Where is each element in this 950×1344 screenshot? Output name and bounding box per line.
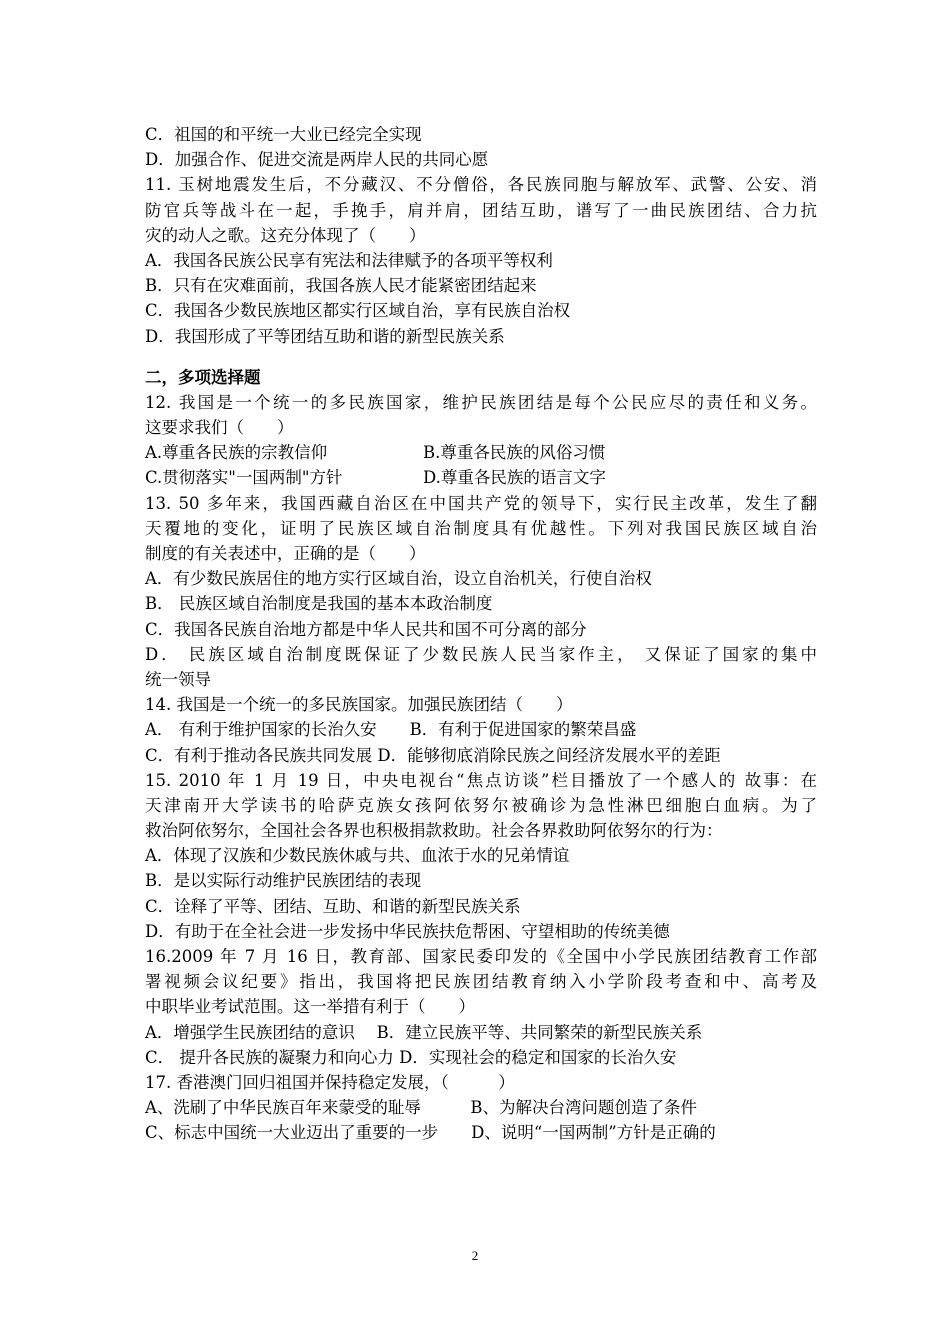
question-12-text: 这要求我们（ ）	[145, 418, 294, 438]
option-d-prev: D．加强合作、促进交流是两岸人民的共同心愿	[145, 150, 489, 170]
question-12-option-d: D.尊重各民族的语言文字	[423, 468, 606, 488]
question-16-text: 中职毕业考试范围。这一举措有利于（ ）	[145, 997, 475, 1017]
question-13-option-b: B． 民族区域自治制度是我国的基本本政治制度	[145, 594, 493, 614]
question-11-option-a: A．我国各民族公民享有宪法和法律赋予的各项平等权利	[145, 250, 553, 270]
question-15-option-a: A．体现了汉族和少数民族休戚与共、血浓于水的兄弟情谊	[145, 846, 570, 866]
question-15-text: 15. 2010 年 1 月 19 日，中央电视台“焦点访谈”栏目播放了一个感人的 故事：在	[145, 770, 817, 790]
question-14-options-ab: A． 有利于维护国家的长治久安 B．有利于促进国家的繁荣昌盛	[145, 720, 637, 740]
question-14-options-cd: C．有利于推动各民族共同发展 D．能够彻底消除民族之间经济发展水平的差距	[145, 745, 721, 765]
question-11-option-d: D．我国形成了平等团结互助和谐的新型民族关系	[145, 326, 505, 346]
question-13-option-d: D． 民族区域自治制度既保证了少数民族人民当家作主， 又保证了国家的集中	[145, 644, 817, 664]
question-12-options-row	[145, 465, 817, 490]
question-13-option-a: A．有少数民族居住的地方实行区域自治，设立自治机关，行使自治权	[145, 569, 652, 589]
question-13-text: 天覆地的变化，证明了民族区域自治制度具有优越性。下列对我国民族区域自治	[145, 518, 817, 538]
question-15-text: 天津南开大学读书的哈萨克族女孩阿依努尔被确诊为急性淋巴细胞白血病。为了	[145, 795, 817, 815]
question-15-option-b: B．是以实际行动维护民族团结的表现	[145, 871, 422, 891]
question-13-text: 13. 50 多年来，我国西藏自治区在中国共产党的领导下，实行民主改革，发生了翻	[145, 493, 817, 513]
question-17-text: 17. 香港澳门回归祖国并保持稳定发展，（ ）	[145, 1072, 515, 1092]
question-13-text: 制度的有关表述中，正确的是（ ）	[145, 544, 426, 563]
page-number: 2	[471, 1248, 479, 1263]
question-16-options-ab: A．增强学生民族团结的意识 B．建立民族平等、共同繁荣的新型民族关系	[145, 1022, 703, 1042]
question-12-option-b: B.尊重各民族的风俗习惯	[423, 443, 606, 463]
question-11-text: 11. 玉树地震发生后，不分藏汉、不分僧俗，各民族同胞与解放军、武警、公安、消	[145, 175, 817, 195]
question-11-option-c: C．我国各少数民族地区都实行区域自治，享有民族自治权	[145, 301, 571, 321]
question-12-options-row	[145, 440, 817, 465]
option-c-prev: C．祖国的和平统一大业已经完全实现	[145, 125, 422, 144]
question-15-option-d: D．有助于在全社会进一步发扬中华民族扶危帮困、守望相助的传统美德	[145, 921, 670, 941]
question-16-text: 16.2009 年 7 月 16 日，教育部、国家民委印发的《全国中小学民族团结教育工作部	[145, 947, 817, 966]
question-17-options-cd: C、标志中国统一大业迈出了重要的一步 D、说明“一国两制”方针是正确的	[145, 1123, 716, 1143]
question-12-option-c: C.贯彻落实"一国两制"方针	[145, 468, 343, 488]
section-gap	[145, 349, 817, 365]
question-17-options-ab: A、洗刷了中华民族百年来蒙受的耻辱 B、为解决台湾问题创造了条件	[145, 1098, 698, 1118]
question-12-text: 12. 我国是一个统一的多民族国家，维护民族团结是每个公民应尽的责任和义务。	[145, 392, 817, 412]
question-14-text: 14. 我国是一个统一的多民族国家。加强民族团结（ ）	[145, 695, 573, 715]
page-content	[145, 122, 817, 1146]
question-15-option-c: C．诠释了平等、团结、互助、和谐的新型民族关系	[145, 896, 521, 916]
question-16-text: 署视频会议纪要》指出，我国将把民族团结教育纳入小学阶段考查和中、高考及	[145, 972, 817, 992]
question-12-option-a: A.尊重各民族的宗教信仰	[145, 443, 328, 463]
question-11-option-b: B．只有在灾难面前，我国各族人民才能紧密团结起来	[145, 276, 537, 296]
question-11-text: 灾的动人之歌。这充分体现了（ ）	[145, 225, 426, 245]
section-heading: 二，多项选择题	[145, 367, 261, 387]
question-13-option-d-cont: 统一领导	[145, 669, 211, 689]
question-13-option-c: C．我国各民族自治地方都是中华人民共和国不可分离的部分	[145, 619, 587, 639]
question-16-options-cd: C． 提升各民族的凝聚力和向心力 D．实现社会的稳定和国家的长治久安	[145, 1047, 677, 1067]
question-11-text: 防官兵等战斗在一起，手挽手，肩并肩，团结互助，谱写了一曲民族团结、合力抗	[145, 200, 817, 220]
question-15-text: 救治阿依努尔，全国社会各界也积极捐款救助。社会各界救助阿依努尔的行为：	[145, 821, 723, 841]
